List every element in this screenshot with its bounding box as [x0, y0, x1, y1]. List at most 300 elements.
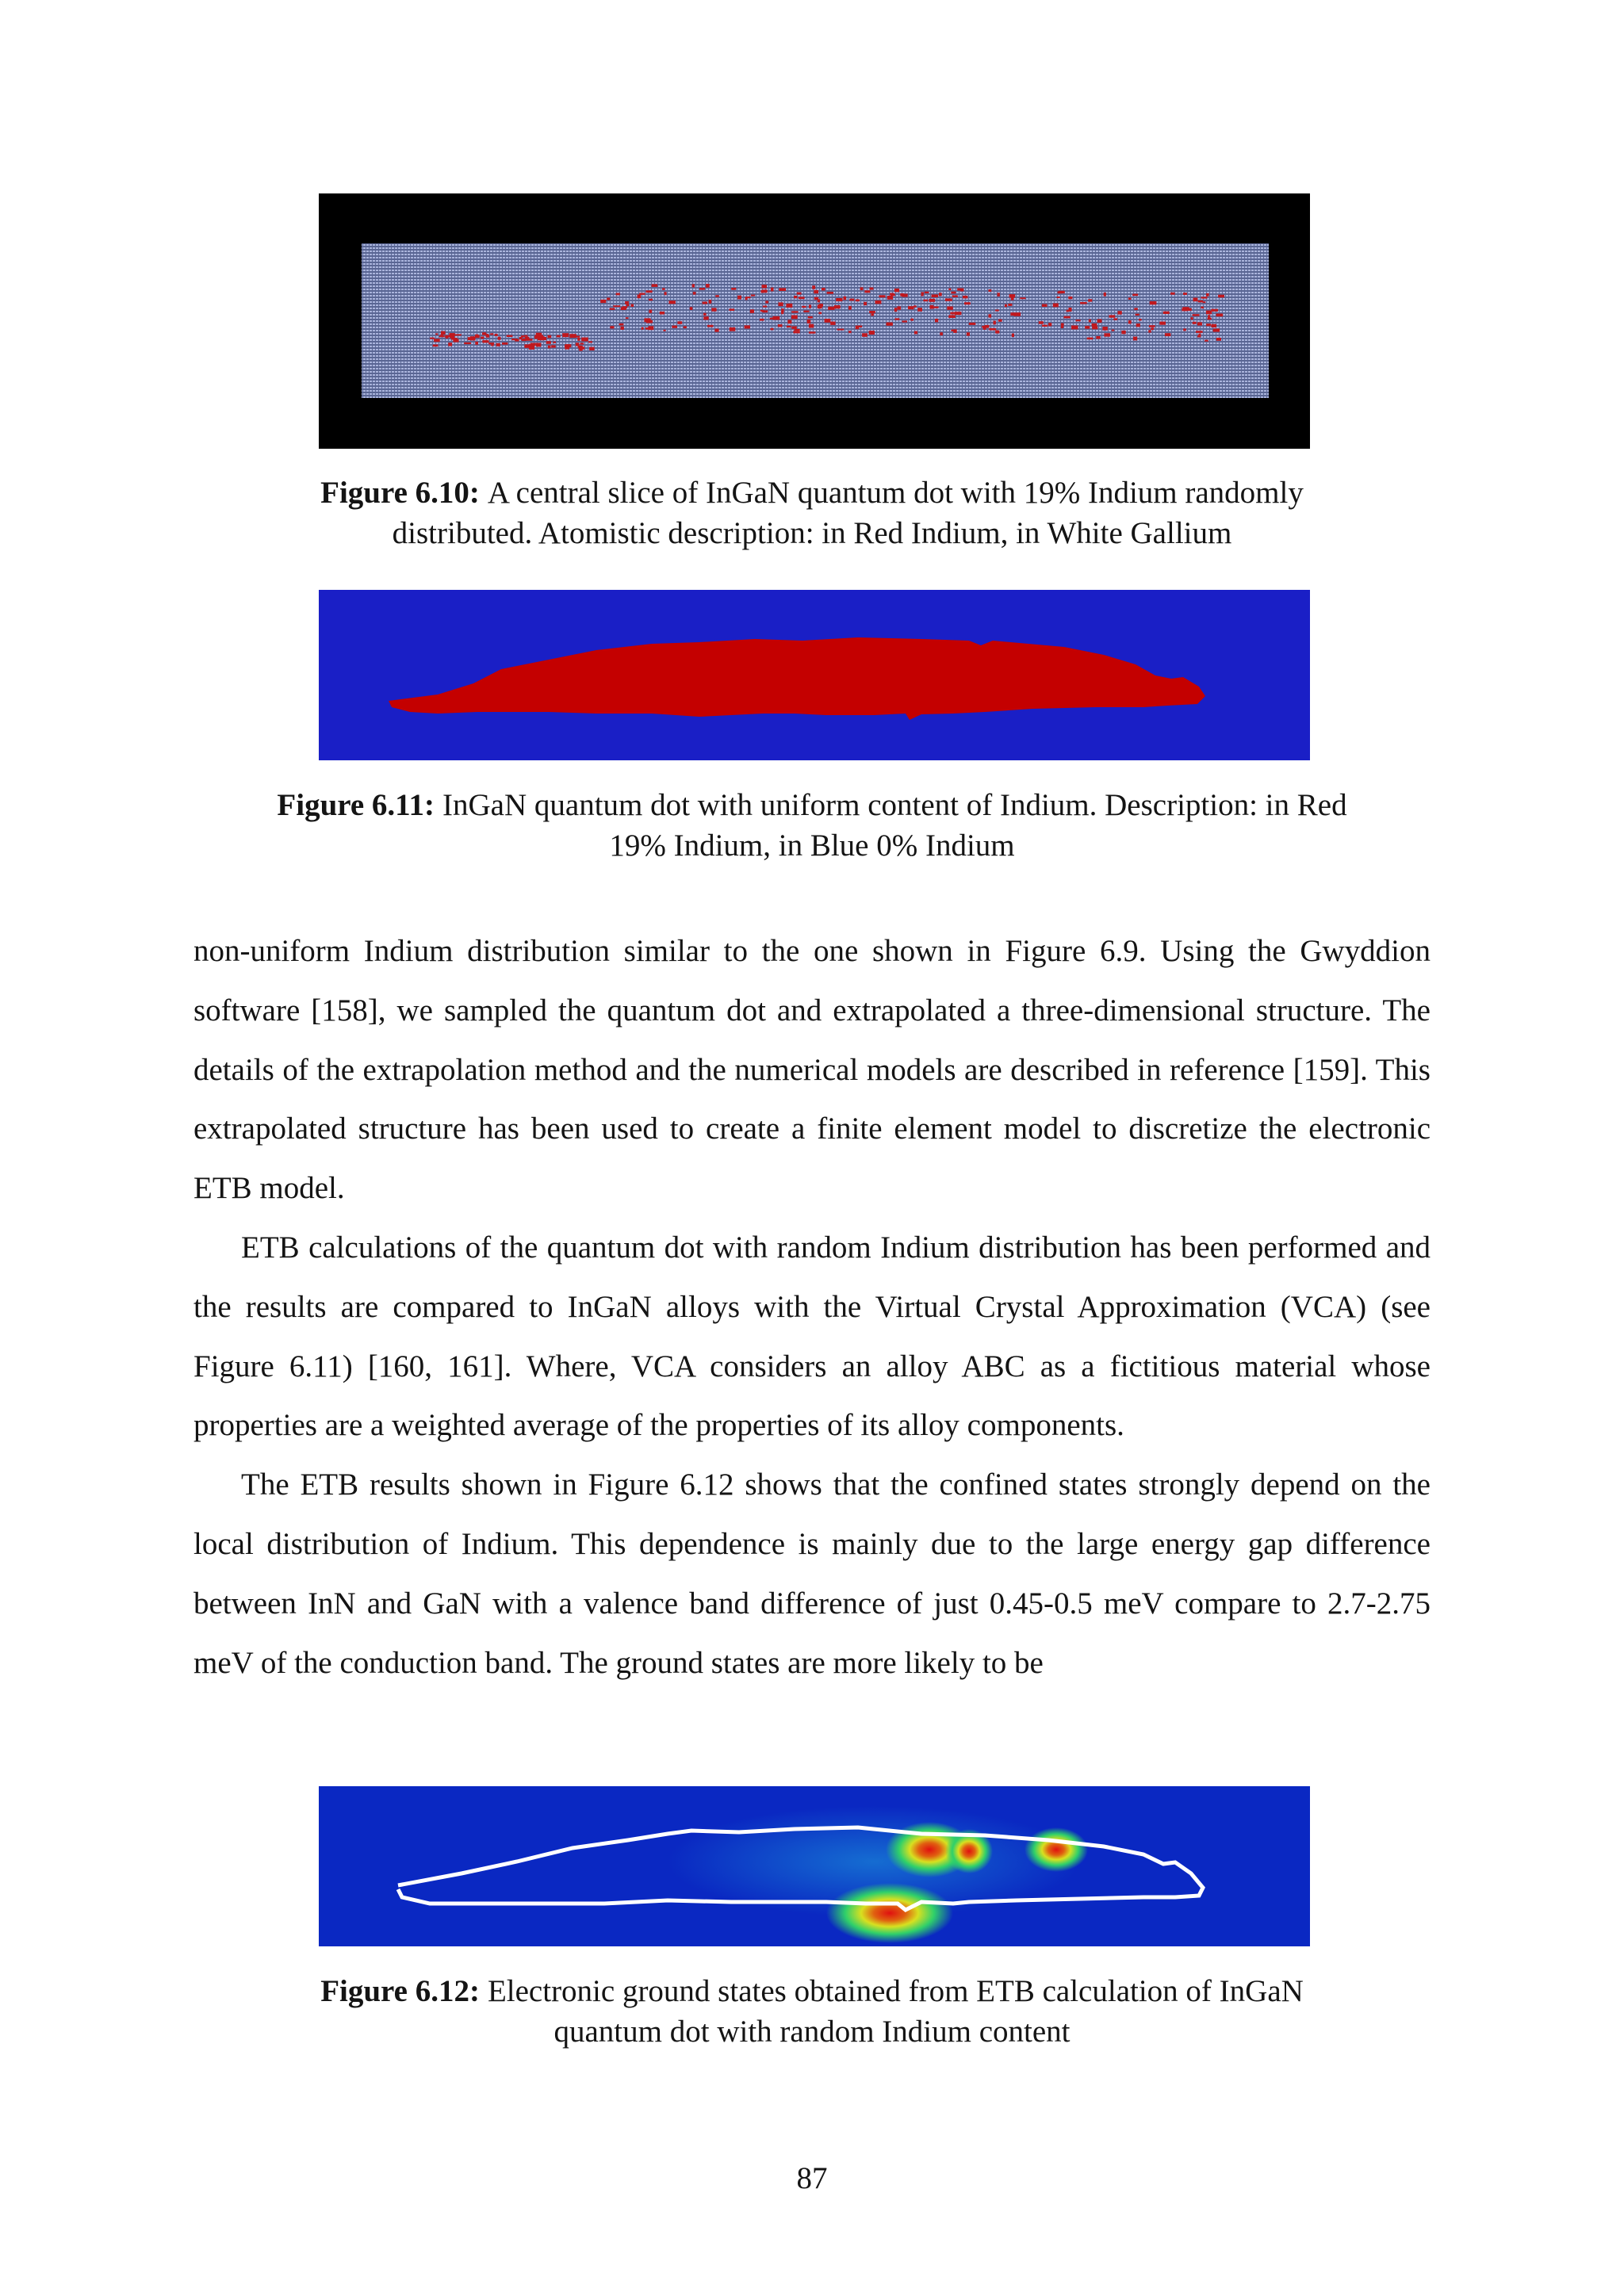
indium-atom	[1170, 293, 1175, 295]
indium-atom	[1013, 312, 1021, 316]
indium-atom	[791, 311, 798, 312]
indium-atom	[751, 295, 755, 297]
indium-atom	[910, 319, 914, 321]
indium-atom	[534, 335, 541, 339]
indium-atom	[1042, 325, 1048, 327]
indium-atom	[1196, 331, 1203, 333]
indium-atom	[887, 323, 893, 326]
indium-atom	[524, 335, 528, 337]
indium-atom	[730, 327, 736, 331]
indium-atom	[498, 337, 501, 340]
caption-text: quantum dot with random Indium content	[553, 2015, 1071, 2049]
indium-atom	[1009, 294, 1016, 297]
indium-atom	[470, 336, 474, 340]
figure-label: Figure 6.10:	[320, 476, 480, 510]
indium-atom	[642, 327, 644, 330]
indium-atom	[1042, 304, 1048, 308]
indium-atom	[982, 326, 988, 328]
indium-atom	[613, 305, 620, 307]
indium-atom	[1088, 299, 1092, 301]
indium-atom	[947, 307, 953, 310]
indium-atom	[1206, 311, 1212, 315]
indium-atom	[1213, 329, 1220, 332]
indium-atom	[969, 323, 976, 325]
indium-atom	[1057, 297, 1060, 298]
indium-atom	[610, 326, 614, 328]
figure-6-12-image	[319, 1786, 1310, 1946]
indium-atom	[794, 296, 797, 298]
indium-atom	[809, 331, 816, 333]
indium-atom	[507, 335, 513, 337]
indium-atom	[1064, 316, 1071, 319]
indium-atom	[577, 338, 580, 341]
indium-atom	[677, 321, 682, 324]
indium-atom	[781, 311, 783, 314]
indium-atom	[669, 300, 676, 304]
indium-atom	[1080, 302, 1087, 304]
indium-atom	[433, 345, 439, 347]
indium-atom	[715, 295, 719, 297]
indium-atom	[894, 308, 898, 312]
indium-atom	[871, 313, 874, 316]
indium-atom	[562, 333, 569, 337]
indium-atom	[580, 342, 584, 344]
indium-atom	[1198, 334, 1201, 338]
indium-atom	[703, 313, 707, 316]
indium-atom	[522, 339, 527, 341]
indium-atom	[706, 284, 710, 288]
indium-atom	[649, 299, 653, 301]
indium-atom	[995, 331, 999, 334]
indium-atom	[803, 311, 809, 312]
indium-atom	[894, 289, 899, 292]
indium-atom	[797, 293, 802, 295]
indium-atom	[502, 342, 508, 345]
indium-atom	[989, 289, 992, 292]
indium-atom	[482, 332, 486, 335]
indium-atom	[822, 288, 825, 291]
indium-atom	[1087, 338, 1094, 340]
figure-label: Figure 6.12:	[320, 1974, 480, 2008]
indium-atom	[1205, 340, 1208, 342]
indium-atom	[830, 322, 836, 325]
indium-atom	[809, 324, 814, 328]
indium-atom	[818, 299, 820, 302]
indium-atom	[1048, 323, 1051, 326]
page-number: 87	[796, 2161, 828, 2195]
indium-atom	[1092, 323, 1097, 327]
indium-atom	[929, 299, 936, 302]
indium-atom	[600, 300, 606, 303]
indium-atom	[957, 289, 962, 291]
indium-atom	[1193, 322, 1197, 324]
indium-atom	[1206, 323, 1211, 326]
indium-atom	[771, 328, 774, 331]
indium-atom	[995, 310, 999, 312]
indium-atom	[849, 299, 854, 301]
indium-atom	[1113, 318, 1117, 320]
indium-atom	[1133, 337, 1137, 341]
indium-atom	[952, 330, 955, 331]
indium-atom	[446, 335, 449, 339]
indium-atom	[760, 319, 764, 321]
indium-atom	[1121, 331, 1125, 334]
indium-atom	[607, 298, 610, 300]
indium-atom	[1159, 322, 1166, 325]
indium-atom	[864, 290, 870, 293]
indium-atom	[699, 288, 705, 290]
indium-atom	[660, 312, 665, 315]
indium-atom	[553, 342, 556, 343]
indium-atom	[908, 306, 914, 309]
indium-atom	[967, 332, 970, 335]
indium-atom	[914, 331, 917, 335]
indium-atom	[844, 297, 847, 300]
indium-atom	[711, 308, 716, 311]
indium-atom	[1193, 314, 1200, 316]
indium-atom	[825, 319, 831, 323]
indium-atom	[664, 330, 666, 331]
indium-atom	[1208, 318, 1212, 320]
indium-atom	[1211, 324, 1216, 327]
indium-atom	[1183, 293, 1187, 295]
indium-atom	[1068, 297, 1072, 299]
indium-atom	[1165, 333, 1171, 336]
indium-atom	[451, 338, 458, 340]
indium-atom	[956, 312, 961, 315]
indium-atom	[933, 307, 939, 308]
indium-atom	[1197, 322, 1202, 325]
indium-atom	[1182, 308, 1187, 312]
body-paragraph: ETB calculations of the quantum dot with random Indium distribution has been performed and the results are compared to InGaN alloys with the Virtual Crystal Approximation (VCA) (see Figure 6.11) [160, 161]. Where, VCA considers an alloy ABC as a fictitious material whose properties are a weighted average of the properties of its alloy components.	[193, 1230, 1431, 1443]
indium-atom	[610, 308, 615, 310]
indium-atom	[787, 326, 791, 327]
indium-atom	[548, 335, 552, 339]
indium-atom	[1061, 325, 1063, 328]
indium-atom	[619, 323, 624, 326]
indium-atom	[807, 320, 811, 323]
indium-atom	[963, 296, 967, 299]
indium-atom	[948, 315, 956, 318]
indium-atom	[693, 292, 696, 295]
body-paragraph: non-uniform Indium distribution similar to the one shown in Figure 6.9. Using the Gwyddion software [158], we sampled the quantum dot and extrapolated a three-dimensional structure. The details of the extrapolation method and the numerical models are described in reference [159]. This extrapolated structure has been used to create a finite element model to discretize the electronic ETB model.	[193, 934, 1431, 1206]
indium-atom	[786, 304, 792, 308]
indium-atom	[948, 289, 951, 291]
indium-atom	[703, 316, 708, 320]
indium-atom	[1206, 293, 1209, 297]
indium-atom	[761, 290, 765, 293]
indium-atom	[869, 331, 875, 335]
indium-atom	[1136, 323, 1140, 327]
indium-atom	[1139, 319, 1142, 321]
indium-atom	[1089, 320, 1091, 323]
indium-atom	[589, 347, 595, 350]
indium-atom	[482, 340, 488, 342]
indium-atom	[1150, 301, 1157, 304]
indium-atom	[645, 327, 650, 330]
indium-atom	[631, 304, 634, 308]
indium-atom	[588, 341, 592, 342]
indium-atom	[856, 300, 860, 302]
indium-atom	[1092, 327, 1097, 330]
indium-atom	[1104, 293, 1106, 297]
indium-atom	[793, 331, 799, 333]
indium-atom	[495, 334, 498, 336]
indium-atom	[1112, 330, 1115, 331]
indium-atom	[760, 310, 764, 312]
indium-atom	[649, 310, 652, 313]
indium-atom	[565, 347, 569, 350]
indium-atom	[707, 325, 714, 327]
figure-6-10-image	[319, 193, 1310, 449]
indium-atom	[1201, 307, 1204, 309]
indium-atom	[1149, 325, 1155, 327]
indium-atom	[488, 342, 494, 344]
ground-state-blob	[1025, 1827, 1088, 1872]
indium-atom	[923, 300, 928, 302]
indium-atom	[1012, 334, 1014, 338]
indium-atom	[870, 288, 874, 290]
indium-atom	[894, 318, 899, 320]
indium-atom	[703, 302, 707, 304]
indium-atom	[902, 320, 908, 322]
indium-atom	[737, 296, 741, 300]
indium-atom	[551, 345, 556, 347]
figure-label: Figure 6.11:	[277, 788, 435, 822]
indium-atom	[1134, 308, 1138, 310]
indium-atom	[540, 335, 543, 338]
indium-atom	[1102, 327, 1107, 331]
indium-atom	[439, 335, 445, 337]
indium-atom	[998, 320, 1002, 322]
indium-atom	[827, 292, 833, 294]
indium-atom	[454, 334, 462, 335]
indium-atom	[828, 307, 834, 310]
indium-atom	[536, 343, 542, 347]
indium-atom	[1097, 320, 1102, 323]
indium-atom	[779, 288, 786, 291]
indium-atom	[652, 284, 658, 287]
indium-atom	[1008, 304, 1012, 306]
indium-atom	[940, 332, 943, 335]
indium-atom	[834, 305, 841, 308]
indium-atom	[787, 320, 791, 323]
indium-atom	[1069, 308, 1072, 312]
indium-atom	[917, 308, 922, 312]
indium-atom	[435, 333, 438, 335]
indium-atom	[1010, 312, 1013, 316]
indium-atom	[1039, 321, 1044, 324]
caption-text: Electronic ground states obtained from ETB calculation of InGaN	[487, 1974, 1304, 2008]
indium-atom	[581, 338, 588, 342]
indium-atom	[932, 294, 939, 297]
indium-atom	[1053, 304, 1059, 308]
indium-atom	[665, 292, 667, 295]
indium-atom	[1071, 326, 1078, 330]
indium-atom	[546, 341, 551, 344]
indium-atom	[812, 285, 815, 289]
figure-6-10-caption	[238, 473, 1386, 553]
indium-atom	[731, 288, 736, 290]
indium-atom	[1218, 295, 1224, 298]
indium-atom	[791, 327, 797, 329]
indium-atom	[900, 293, 904, 297]
indium-atom	[1118, 311, 1122, 314]
body-paragraph: The ETB results shown in Figure 6.12 shows that the confined states strongly depend on the local distribution of Indium. This dependence is mainly due to the large energy gap difference between InN and GaN with a valence band difference of just 0.45-0.5 meV compare to 2.7-2.75 meV of the conduction band. The ground states are more likely to be	[193, 1468, 1431, 1680]
body-text	[193, 922, 1431, 1693]
indium-atom	[890, 293, 894, 296]
indium-atom	[856, 326, 860, 329]
indium-atom	[684, 326, 687, 328]
indium-atom	[762, 285, 768, 288]
indium-atom	[879, 295, 886, 297]
indium-atom	[952, 295, 958, 297]
indium-atom	[989, 328, 996, 331]
indium-atom	[745, 325, 750, 328]
indium-atom	[770, 318, 776, 320]
indium-atom	[491, 344, 494, 346]
indium-atom	[998, 293, 1000, 297]
indium-atom	[1198, 300, 1203, 303]
indium-atom	[765, 300, 768, 303]
indium-atom	[1059, 291, 1065, 293]
indium-atom	[914, 305, 917, 307]
indium-atom	[808, 316, 813, 319]
indium-atom	[486, 335, 489, 338]
indium-atom	[814, 290, 818, 293]
indium-atom	[616, 293, 620, 296]
indium-atom	[951, 292, 956, 294]
indium-atom	[1203, 301, 1206, 303]
caption-text: InGaN quantum dot with uniform content of Indium. Description: in Red	[442, 788, 1347, 822]
indium-atom	[1076, 320, 1081, 321]
indium-atom	[809, 304, 811, 308]
indium-atom	[887, 296, 893, 300]
indium-atom	[625, 301, 629, 304]
indium-atom	[750, 309, 754, 313]
indium-atom	[795, 329, 800, 331]
indium-atom	[1183, 328, 1186, 331]
indium-atom	[511, 339, 518, 340]
indium-atom	[1148, 330, 1151, 332]
indium-atom	[574, 336, 580, 338]
indium-atom	[837, 329, 845, 331]
indium-atom	[935, 319, 938, 322]
caption-text: A central slice of InGaN quantum dot with 19% Indium randomly	[487, 476, 1304, 510]
indium-atom	[1193, 298, 1198, 302]
indium-atom	[690, 307, 693, 310]
indium-atom	[481, 337, 484, 339]
indium-atom	[1128, 320, 1132, 323]
indium-atom	[714, 329, 718, 332]
indium-atom	[621, 327, 624, 330]
indium-atom	[1020, 297, 1025, 299]
indium-atom	[836, 298, 842, 301]
caption-text: distributed. Atomistic description: in Red Indium, in White Gallium	[392, 516, 1232, 550]
indium-atom	[496, 343, 500, 346]
indium-atom	[778, 324, 783, 327]
ground-state-blob	[826, 1883, 953, 1943]
indium-atom	[939, 293, 942, 296]
indium-atom	[791, 316, 798, 320]
indium-atom	[860, 287, 864, 290]
figure-6-11-image	[319, 590, 1310, 760]
indium-atom	[565, 344, 572, 347]
indium-atom	[1096, 336, 1100, 339]
indium-atom	[490, 333, 493, 335]
indium-atom	[521, 335, 524, 338]
indium-atom	[579, 346, 584, 349]
indium-atom	[621, 307, 626, 310]
indium-atom	[848, 306, 852, 310]
indium-atom	[626, 317, 629, 319]
indium-atom	[875, 300, 882, 304]
figure-6-12-caption	[238, 1971, 1386, 2052]
indium-atom	[921, 292, 925, 294]
indium-atom	[475, 342, 478, 345]
indium-atom	[672, 326, 677, 328]
indium-atom	[434, 339, 440, 342]
indium-atom	[1191, 317, 1193, 320]
indium-atom	[1163, 312, 1170, 314]
indium-atom	[662, 288, 665, 290]
indium-atom	[1211, 309, 1218, 312]
indium-atom	[869, 311, 875, 313]
indium-atom	[921, 294, 924, 297]
indium-atom	[1005, 304, 1007, 308]
indium-atom	[692, 284, 695, 287]
indium-atom	[448, 342, 452, 346]
indium-atom	[802, 306, 806, 308]
indium-atom	[730, 308, 735, 311]
indium-atom	[646, 320, 653, 323]
indium-atom	[763, 306, 767, 308]
indium-atom	[709, 300, 712, 304]
indium-atom	[897, 306, 901, 309]
indium-atom	[1201, 297, 1208, 298]
indium-atom	[1216, 338, 1221, 341]
indium-atom	[1085, 326, 1090, 329]
indium-atom	[799, 297, 805, 299]
indium-atom	[779, 302, 783, 306]
indium-atom	[475, 335, 478, 337]
indium-atom	[1104, 333, 1110, 336]
indium-atom	[925, 292, 929, 293]
indium-atom	[441, 331, 446, 335]
indium-atom	[1109, 315, 1116, 317]
indium-atom	[818, 312, 822, 315]
indium-atom	[848, 331, 852, 333]
indium-atom	[1136, 314, 1139, 316]
indium-atom	[745, 297, 751, 298]
indium-atom	[464, 342, 471, 344]
indium-atom	[1151, 327, 1154, 330]
indium-atom	[576, 342, 579, 346]
indium-atom	[771, 288, 774, 292]
indium-atom	[626, 304, 629, 306]
indium-atom	[529, 346, 534, 350]
indium-atom	[964, 302, 971, 304]
indium-atom	[989, 314, 992, 317]
indium-atom	[638, 295, 642, 299]
indium-atom	[646, 290, 653, 293]
indium-atom	[1132, 294, 1138, 297]
indium-atom	[864, 302, 867, 305]
indium-atom	[430, 338, 435, 339]
indium-atom	[548, 346, 551, 349]
indium-atom	[862, 333, 868, 337]
indium-atom	[819, 304, 823, 307]
